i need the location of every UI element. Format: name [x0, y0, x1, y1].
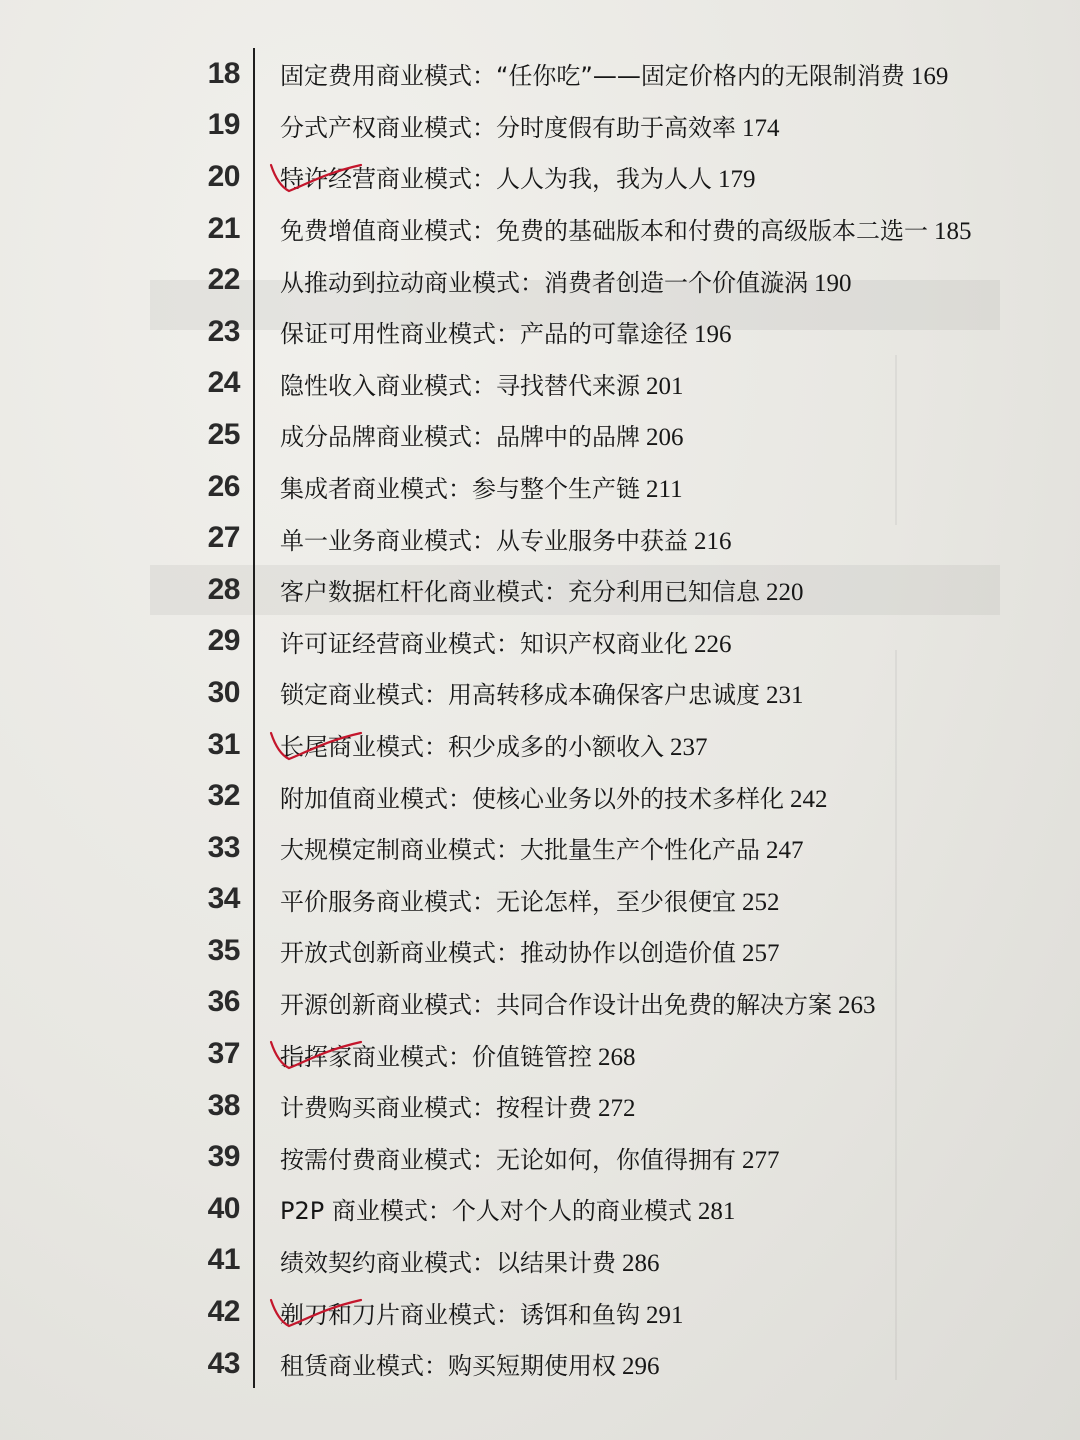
chapter-title-line	[280, 727, 708, 762]
chapter-number: 32	[207, 779, 240, 813]
table-of-contents	[0, 48, 1080, 1389]
toc-entry	[0, 616, 1080, 668]
toc-entry	[0, 1235, 1080, 1287]
chapter-number: 28	[207, 572, 240, 606]
chapter-title: 许可证经营商业模式：知识产权商业化	[280, 629, 688, 658]
toc-entry	[0, 151, 1080, 203]
chapter-title-line	[280, 675, 804, 710]
chapter-title: 成分品牌商业模式：品牌中的品牌	[280, 423, 640, 452]
toc-entry	[0, 254, 1080, 306]
chapter-number: 40	[207, 1191, 240, 1225]
page-number: 196	[694, 321, 732, 349]
page-number: 291	[646, 1301, 684, 1329]
chapter-title-line	[280, 108, 780, 143]
chapter-title: 长尾商业模式：积少成多的小额收入	[280, 733, 664, 762]
toc-entry	[0, 667, 1080, 719]
page-number: 185	[934, 218, 972, 246]
chapter-title-line	[280, 1346, 660, 1381]
chapter-number: 22	[207, 263, 240, 297]
toc-entry	[0, 306, 1080, 358]
chapter-title-line	[280, 159, 756, 194]
chapter-number: 42	[207, 1295, 240, 1329]
chapter-title: 剃刀和刀片商业模式：诱饵和鱼钩	[280, 1300, 640, 1329]
chapter-title: 集成者商业模式：参与整个生产链	[280, 475, 640, 504]
chapter-title: 固定费用商业模式：“任你吃”——固定价格内的无限制消费	[280, 62, 905, 91]
chapter-title-line	[280, 779, 828, 814]
chapter-title: 隐性收入商业模式：寻找替代来源	[280, 371, 640, 400]
toc-entry	[0, 1183, 1080, 1235]
page-number: 268	[598, 1043, 636, 1071]
toc-entry	[0, 203, 1080, 255]
chapter-title: 分式产权商业模式：分时度假有助于高效率	[280, 113, 736, 142]
page-number: 201	[646, 372, 684, 400]
chapter-title-line	[280, 933, 780, 968]
chapter-number: 18	[207, 56, 240, 90]
toc-entry	[0, 358, 1080, 410]
toc-entry	[0, 48, 1080, 100]
chapter-number: 35	[207, 933, 240, 967]
page-number: 216	[694, 527, 732, 555]
chapter-title-line	[280, 985, 876, 1020]
chapter-number: 25	[207, 417, 240, 451]
chapter-title-line	[280, 624, 732, 659]
chapter-title-line	[280, 314, 732, 349]
page-number: 277	[742, 1146, 780, 1174]
chapter-number: 43	[207, 1346, 240, 1380]
chapter-number: 20	[207, 159, 240, 193]
toc-entry	[0, 1131, 1080, 1183]
chapter-title: 租赁商业模式：购买短期使用权	[280, 1352, 616, 1381]
chapter-title-line	[280, 56, 948, 91]
page-number: 206	[646, 424, 684, 452]
page-number: 237	[670, 734, 708, 762]
page-number: 231	[766, 682, 804, 710]
chapter-number: 30	[207, 675, 240, 709]
chapter-title-line	[280, 1037, 636, 1072]
chapter-number: 26	[207, 469, 240, 503]
chapter-title: 特许经营商业模式：人人为我，我为人人	[280, 165, 712, 194]
chapter-title-line	[280, 1243, 660, 1278]
chapter-title: 开源创新商业模式：共同合作设计出免费的解决方案	[280, 990, 832, 1019]
page-number: 211	[646, 476, 683, 504]
chapter-number: 24	[207, 366, 240, 400]
page-number: 252	[742, 888, 780, 916]
chapter-title: P2P 商业模式：个人对个人的商业模式	[280, 1197, 692, 1226]
chapter-title: 客户数据杠杆化商业模式：充分利用已知信息	[280, 578, 760, 607]
chapter-title: 保证可用性商业模式：产品的可靠途径	[280, 320, 688, 349]
page-number: 257	[742, 940, 780, 968]
page-number: 242	[790, 785, 828, 813]
page-number: 169	[910, 63, 949, 91]
page-number: 296	[622, 1353, 660, 1381]
chapter-title-line	[280, 1140, 780, 1175]
chapter-title-line	[280, 1295, 684, 1330]
page-number: 179	[718, 166, 756, 194]
chapter-title-line	[280, 882, 780, 917]
chapter-title: 指挥家商业模式：价值链管控	[280, 1042, 592, 1071]
page-number: 272	[598, 1095, 636, 1123]
toc-entry	[0, 1286, 1080, 1338]
chapter-title-line	[280, 417, 684, 452]
chapter-number: 36	[207, 985, 240, 1019]
chapter-title: 附加值商业模式：使核心业务以外的技术多样化	[280, 784, 784, 813]
toc-entry	[0, 1338, 1080, 1390]
toc-entry	[0, 512, 1080, 564]
page-number: 286	[622, 1249, 660, 1277]
chapter-title: 平价服务商业模式：无论怎样，至少很便宜	[280, 887, 736, 916]
toc-entry	[0, 1080, 1080, 1132]
chapter-number: 41	[207, 1243, 240, 1277]
page-number: 190	[814, 269, 852, 297]
chapter-title-line	[280, 211, 972, 246]
chapter-number: 34	[207, 882, 240, 916]
page-number: 220	[766, 579, 804, 607]
toc-entry	[0, 925, 1080, 977]
page-number: 281	[697, 1198, 736, 1226]
chapter-number: 38	[207, 1088, 240, 1122]
chapter-number: 31	[207, 727, 240, 761]
chapter-number: 39	[207, 1140, 240, 1174]
page-number: 174	[742, 114, 780, 142]
chapter-title-line	[280, 830, 804, 865]
chapter-title: 单一业务商业模式：从专业服务中获益	[280, 526, 688, 555]
toc-entry	[0, 719, 1080, 771]
toc-entry	[0, 100, 1080, 152]
toc-entry	[0, 1028, 1080, 1080]
toc-entry	[0, 822, 1080, 874]
toc-entry	[0, 409, 1080, 461]
chapter-number: 33	[207, 830, 240, 864]
chapter-title-line	[280, 469, 683, 504]
chapter-title: 锁定商业模式：用高转移成本确保客户忠诚度	[280, 681, 760, 710]
toc-entry	[0, 874, 1080, 926]
chapter-title: 免费增值商业模式：免费的基础版本和付费的高级版本二选一	[280, 217, 928, 246]
chapter-title: 从推动到拉动商业模式：消费者创造一个价值漩涡	[280, 268, 808, 297]
chapter-title-line	[280, 521, 732, 556]
chapter-title-line	[280, 1191, 735, 1226]
chapter-title-line	[280, 572, 804, 607]
chapter-title-line	[280, 366, 684, 401]
chapter-number: 23	[207, 314, 240, 348]
chapter-title: 按需付费商业模式：无论如何，你值得拥有	[280, 1145, 736, 1174]
page-number: 226	[694, 630, 732, 658]
chapter-number: 29	[207, 624, 240, 658]
chapter-number: 21	[207, 211, 240, 245]
toc-entry	[0, 977, 1080, 1029]
chapter-title: 绩效契约商业模式：以结果计费	[280, 1248, 616, 1277]
chapter-title: 大规模定制商业模式：大批量生产个性化产品	[280, 836, 760, 865]
chapter-number: 37	[207, 1037, 240, 1071]
chapter-title-line	[280, 1088, 636, 1123]
chapter-title: 计费购买商业模式：按程计费	[280, 1094, 592, 1123]
chapter-title-line	[280, 263, 852, 298]
chapter-number: 19	[207, 108, 240, 142]
page-number: 247	[766, 837, 804, 865]
chapter-number: 27	[207, 521, 240, 555]
chapter-title: 开放式创新商业模式：推动协作以创造价值	[280, 939, 736, 968]
page-number: 263	[838, 991, 876, 1019]
toc-entry	[0, 461, 1080, 513]
toc-entry	[0, 770, 1080, 822]
toc-entry	[0, 564, 1080, 616]
